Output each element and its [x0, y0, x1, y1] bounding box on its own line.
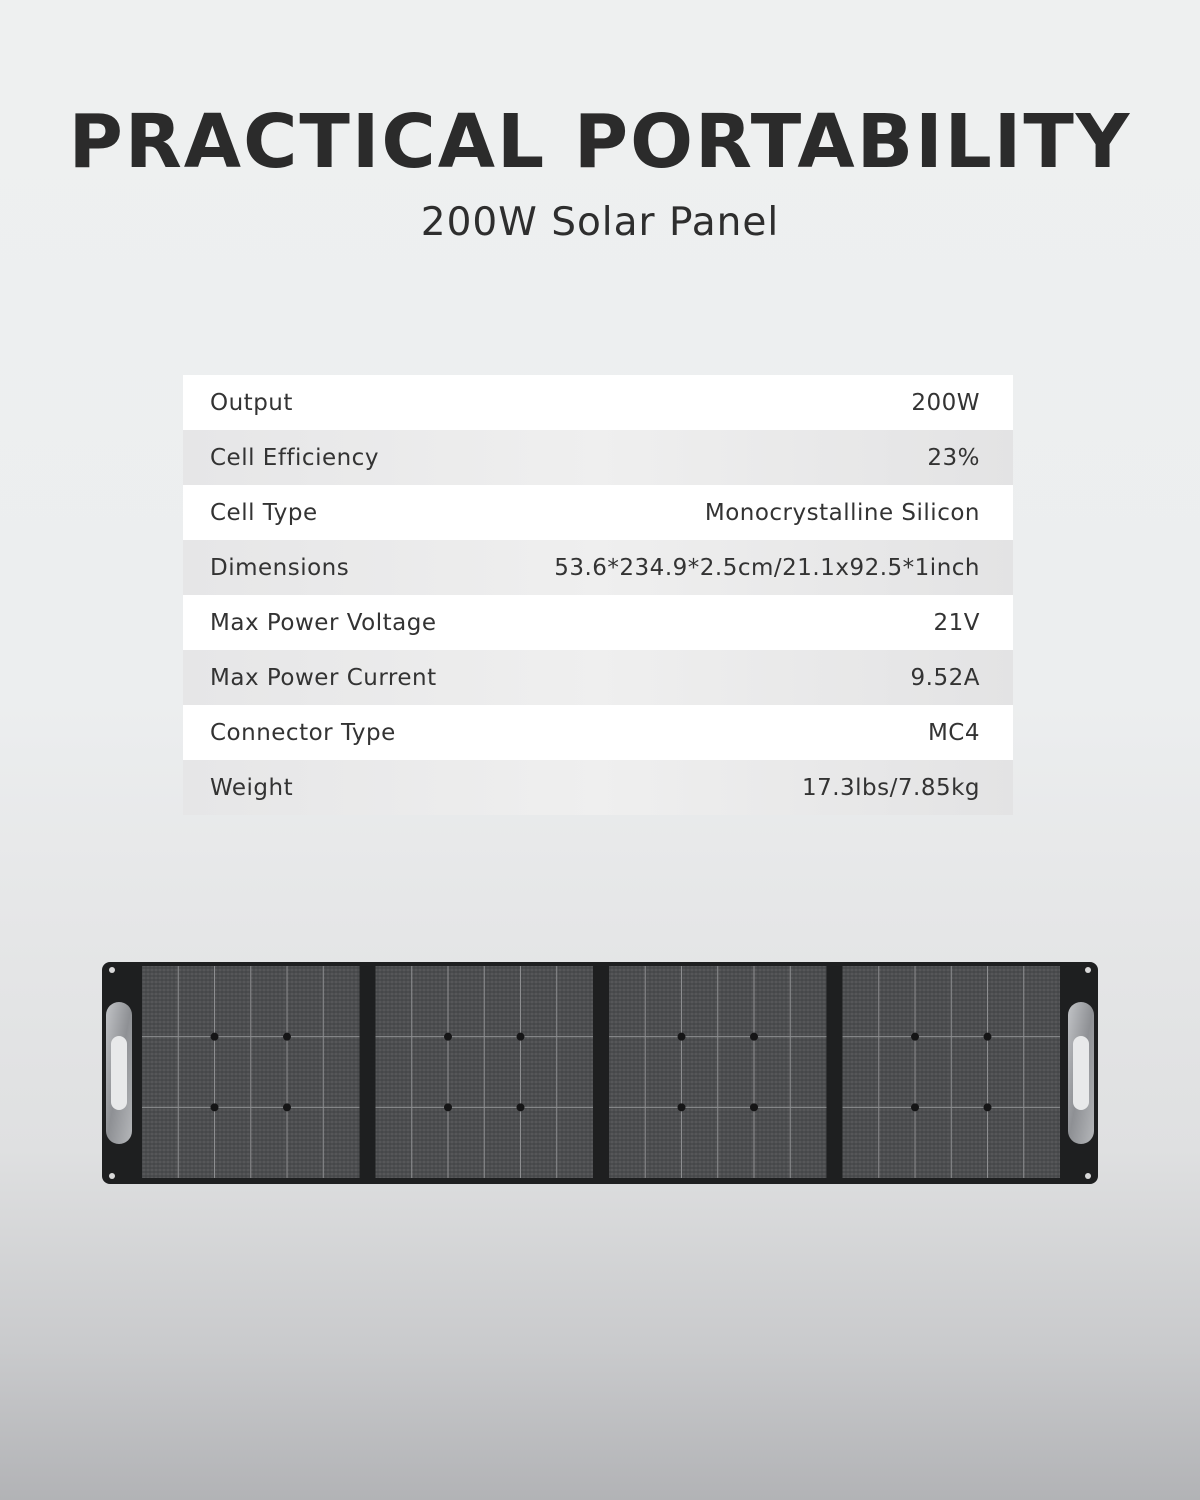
panel-section: [376, 966, 594, 1178]
spec-value: MC4: [927, 719, 980, 746]
grommet: [1085, 967, 1091, 973]
spec-label: Max Power Voltage: [210, 609, 437, 636]
solar-panel-image: [100, 960, 1100, 1186]
spec-label: Dimensions: [210, 554, 350, 581]
spec-label: Output: [210, 389, 293, 416]
spec-row-max-power-current: [183, 650, 1013, 705]
spec-label: Cell Efficiency: [210, 444, 379, 471]
spec-row-max-power-voltage: [183, 595, 1013, 650]
spec-row-weight: [183, 760, 1013, 815]
grommet: [109, 1173, 115, 1179]
spec-value: 200W: [911, 389, 980, 416]
spec-label: Weight: [210, 774, 294, 801]
spec-row-dimensions: [183, 540, 1013, 595]
right-handle-icon: [1068, 1002, 1094, 1144]
spec-value: 23%: [927, 444, 980, 471]
solar-panel-illustration: [100, 960, 1100, 1186]
spec-row-cell-efficiency: [183, 430, 1013, 485]
spec-row-connector-type: [183, 705, 1013, 760]
page-subtitle: 200W Solar Panel: [420, 200, 780, 245]
spec-label: Connector Type: [210, 719, 396, 746]
panel-section: [843, 966, 1061, 1178]
spec-table: [183, 375, 1013, 815]
spec-value: Monocrystalline Silicon: [704, 499, 980, 526]
spec-row-cell-type: [183, 485, 1013, 540]
spec-value: 53.6*234.9*2.5cm/21.1x92.5*1inch: [554, 554, 980, 581]
spec-label: Max Power Current: [210, 664, 437, 691]
spec-value: 21V: [933, 609, 980, 636]
spec-value: 9.52A: [910, 664, 980, 691]
page-title: PRACTICAL PORTABILITY: [68, 99, 1132, 185]
left-handle-icon: [106, 1002, 132, 1144]
grommet: [1085, 1173, 1091, 1179]
grommet: [109, 967, 115, 973]
spec-row-output: [183, 375, 1013, 430]
panel-section: [142, 966, 360, 1178]
spec-label: Cell Type: [210, 499, 318, 526]
panel-section: [609, 966, 827, 1178]
spec-value: 17.3lbs/7.85kg: [801, 774, 980, 801]
